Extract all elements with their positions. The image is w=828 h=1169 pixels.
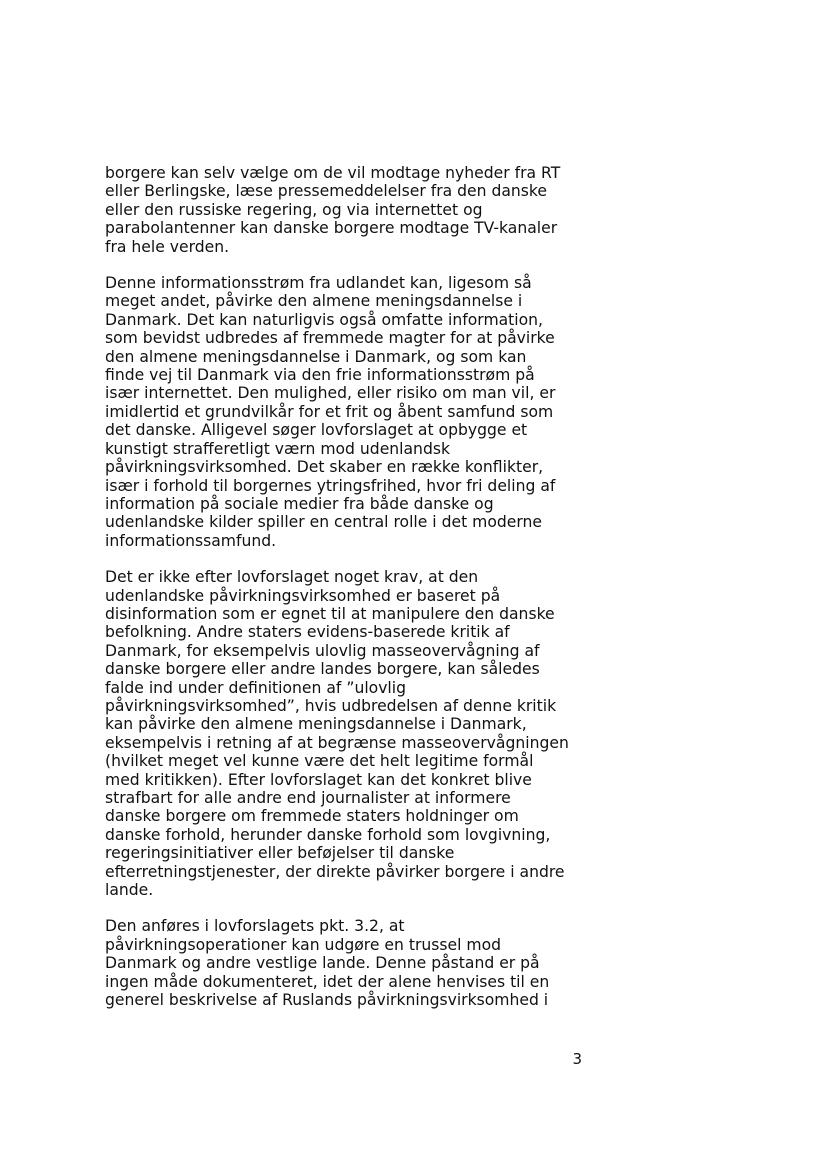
paragraph: Den anføres i lovforslagets pkt. 3.2, at påvirkningsoperationer kan udgøre en trussel mod Danmark og andre vestlige lande. Denne påstand er på ingen måde dokumenteret, idet der alene henvises til en generel beskrivelse af Ruslands påvirkningsvirksomhed i bbox=[105, 917, 550, 1010]
page-number: 3 bbox=[572, 1050, 582, 1068]
paragraph: Denne informationsstrøm fra udlandet kan, ligesom så meget andet, påvirke den almene meningsdannelse i Danmark. Det kan naturligvis også omfatte information, som bevidst udbredes af fremmede magter for at påvirke den almene meningsdannelse i Danmark, og som kan finde vej til Danmark via den frie informationsstrøm på især internettet. Den mulighed, eller risiko om man vil, er imidlertid et grundvilkår for et frit og åbent samfund som det danske. Alligevel søger lovforslaget at opbygge et kunstigt strafferetligt værn mod udenlandsk påvirkningsvirksomhed. Det skaber en række konflikter, især i forhold til borgernes ytringsfrihed, hvor fri deling af information på sociale medier fra både danske og udenlandske kilder spiller en central rolle i det moderne informationssamfund. bbox=[105, 274, 556, 550]
paragraph: borgere kan selv vælge om de vil modtage nyheder fra RT eller Berlingske, læse pressemeddelelser fra den danske eller den russiske regering, og via internettet og parabolantenner kan danske borgere modtage TV-kanaler fra hele verden. bbox=[105, 164, 561, 256]
document-body bbox=[105, 164, 595, 1027]
paragraph: Det er ikke efter lovforslaget noget krav, at den udenlandske påvirkningsvirksomhed er baseret på disinformation som er egnet til at manipulere den danske befolkning. Andre staters evidens-baserede kritik af Danmark, for eksempelvis ulovlig masseovervågning af danske borgere eller andre landes borgere, kan således falde ind under definitionen af ”ulovlig påvirkningsvirksomhed”, hvis udbredelsen af denne kritik kan påvirke den almene meningsdannelse i Danmark, eksempelvis i retning af at begrænse masseovervågningen (hvilket meget vel kunne være det helt legitime formål med kritikken). Efter lovforslaget kan det konkret blive strafbart for alle andre end journalister at informere danske borgere om fremmede staters holdninger om danske forhold, herunder danske forhold som lovgivning, regeringsinitiativer eller beføjelser til danske efterretningstjenester, der direkte påvirker borgere i andre lande. bbox=[105, 568, 569, 900]
